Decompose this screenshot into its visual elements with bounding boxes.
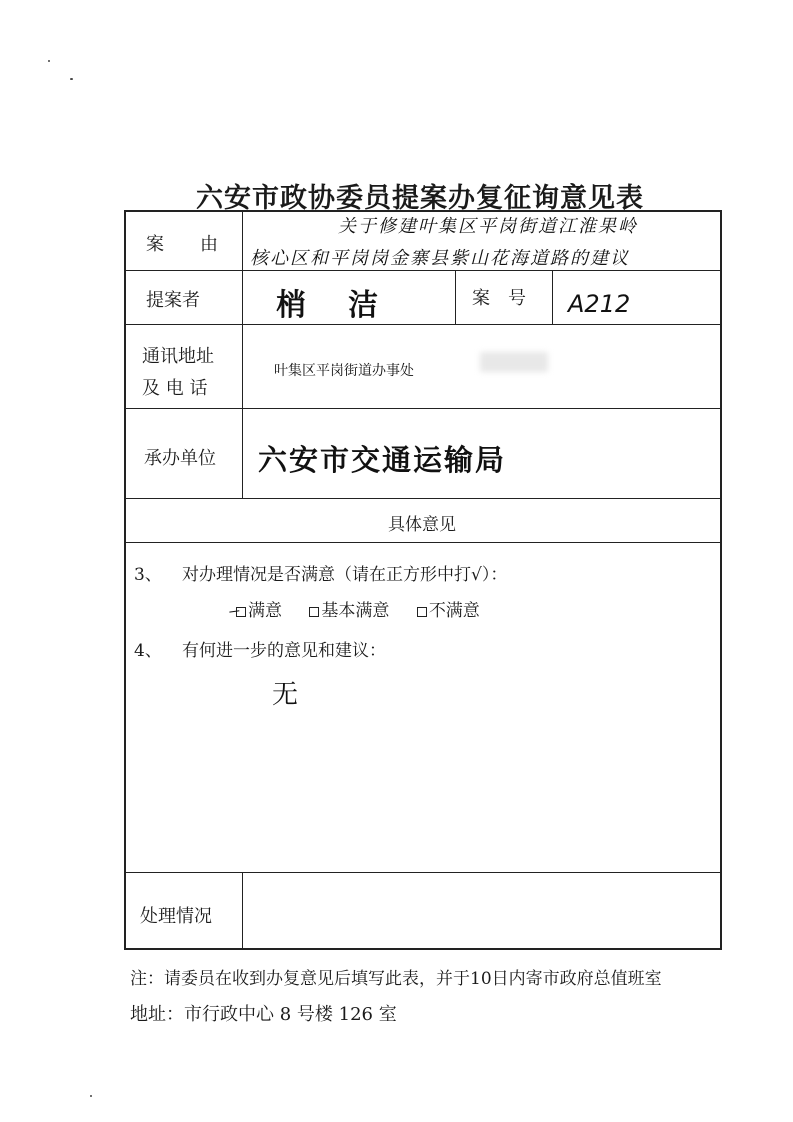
column-divider	[552, 270, 553, 324]
page-title: 六安市政协委员提案办复征询意见表	[196, 183, 644, 214]
proposer-value: 梢 洁	[276, 288, 384, 323]
proposer-label: 提案者	[146, 290, 200, 311]
case-number-value: A212	[568, 290, 631, 318]
case-subject-line1: 关于修建叶集区平岗街道江淮果岭	[338, 216, 638, 237]
address-label-line2: 及 电 话	[142, 378, 208, 399]
checkbox-checked-icon[interactable]	[236, 607, 246, 617]
checkbox-icon[interactable]	[309, 607, 319, 617]
row-divider	[126, 408, 720, 409]
q3-number: 3、	[134, 565, 162, 585]
scan-speck	[70, 78, 73, 80]
handling-unit-label: 承办单位	[144, 448, 216, 469]
address-value: 叶集区平岗街道办事处	[274, 363, 414, 379]
proposal-feedback-form	[124, 210, 722, 950]
footer-note: 注：请委员在收到办复意见后填写此表，并于10日内寄市政府总值班室	[130, 969, 662, 989]
q3-text: 对办理情况是否满意（请在正方形中打√）：	[182, 565, 508, 585]
q4-answer: 无	[272, 680, 299, 710]
option-satisfied[interactable]: 满意	[236, 601, 282, 621]
scan-speck	[90, 1095, 92, 1097]
footer-address: 地址：市行政中心 8 号楼 126 室	[130, 1004, 397, 1025]
handling-unit-value: 六安市交通运输局	[258, 443, 507, 477]
q4-text: 有何进一步的意见和建议：	[182, 641, 386, 661]
option-basically-satisfied[interactable]: 基本满意	[309, 601, 389, 621]
row-divider	[126, 498, 720, 499]
satisfaction-options	[236, 596, 502, 621]
column-divider	[242, 872, 243, 950]
option-not-satisfied[interactable]: 不满意	[417, 601, 480, 621]
row-divider	[126, 872, 720, 873]
row-divider	[126, 542, 720, 543]
redacted-phone	[480, 352, 548, 372]
case-subject-label: 案 由	[146, 234, 218, 255]
column-divider	[242, 212, 243, 498]
row-divider	[126, 324, 720, 325]
processing-label: 处理情况	[140, 906, 212, 927]
opinion-header: 具体意见	[388, 515, 456, 535]
address-label-line1: 通讯地址	[142, 346, 214, 367]
case-subject-line2: 核心区和平岗岗金寨县紫山花海道路的建议	[250, 248, 630, 269]
scan-speck	[48, 60, 50, 62]
column-divider	[455, 270, 456, 324]
checkbox-icon[interactable]	[417, 607, 427, 617]
case-number-label: 案 号	[472, 288, 526, 309]
q4-number: 4、	[134, 641, 162, 661]
row-divider	[126, 270, 720, 271]
